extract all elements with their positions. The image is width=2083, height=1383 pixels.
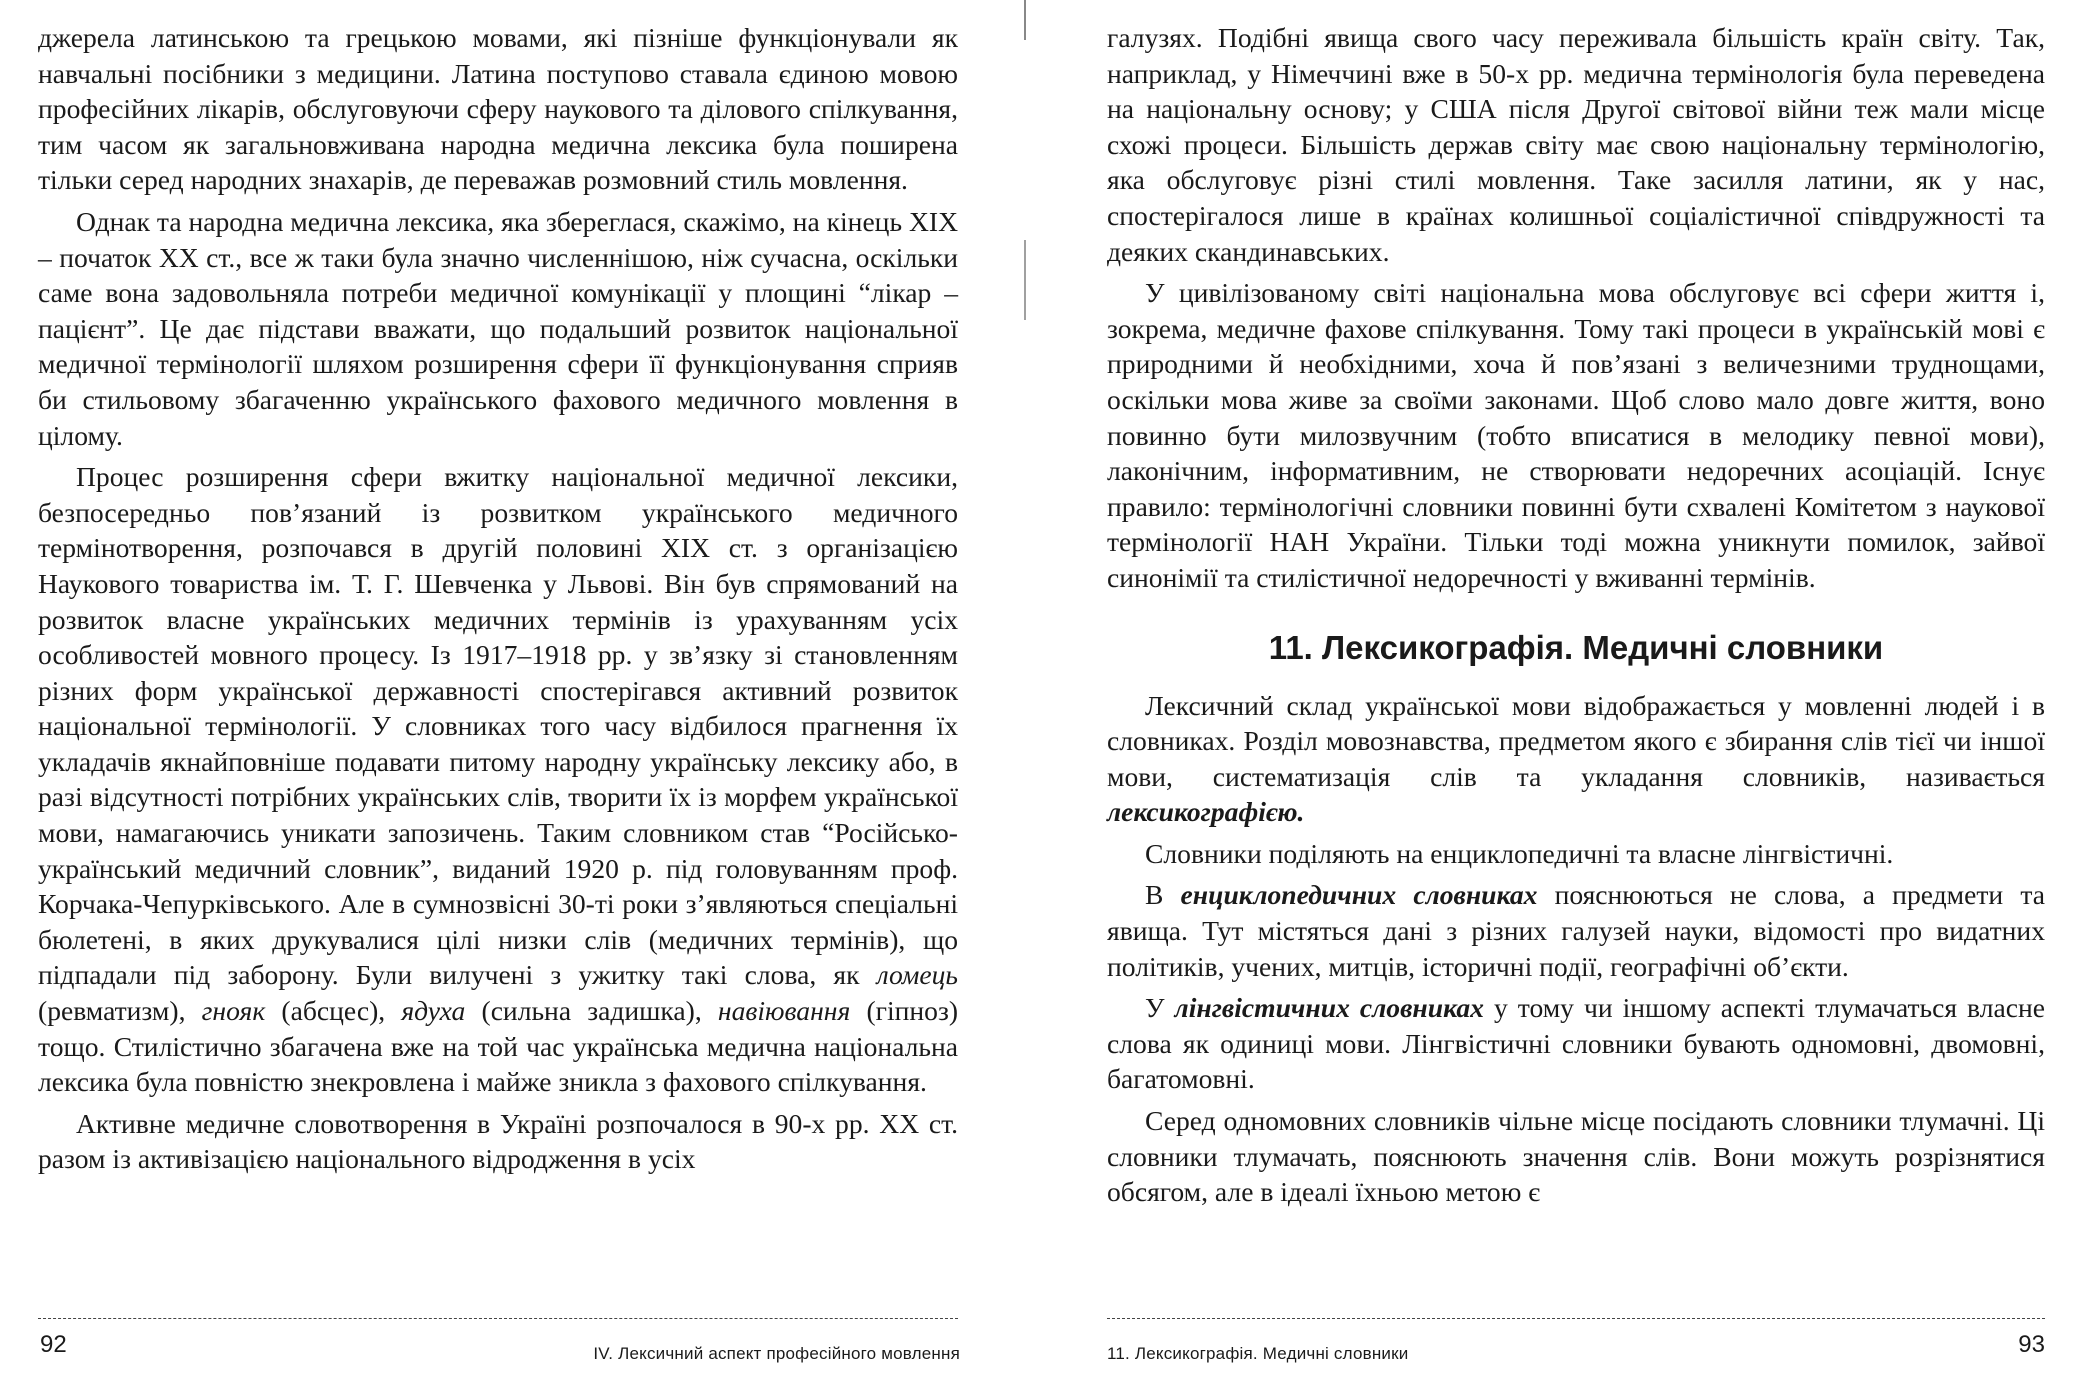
paragraph-text: у тому чи іншому аспекті тлумачаться власне слова як одиниці мови. Лінгвістичні словники бувають одномовні, двомовні, багатомовні. — [1107, 992, 2045, 1095]
paragraph-text: Процес розширення сфери вжитку національної медичної лексики, безпосередньо пов’язаний із розвитком українського медичного термінотворення, розпочався в другій половині XIX ст. з організацією Наукового товариства ім. Т. Г. Шевченка у Львові. Він був спрямований на розвиток власне українських медичних термінів із урахуванням усіх особливостей мовного процесу. Із 1917–1918 рр. у зв’язку зі становленням різних форм української державності спостерігався активний розвиток національної термінології. У словниках того часу відбилося прагнення їх укладачів якнайповніше подавати питому народну українську лексику або, в разі відсутності потрібних українських слів, творити їх із морфем української мови, намагаючись уникати запозичень. Таким словником став “Російсько-український медичний словник”, виданий 1920 р. під головуванням проф. Корчака-Чепурківського. Але в сумнозвісні 30-ті роки з’являються спеціальні бюлетені, в яких друкувалися цілі низки слів (медичних термінів), що підпадали під заборону. Були вилучені з ужитку такі слова, як — [38, 461, 958, 991]
left-page-body — [38, 20, 958, 1183]
paragraph — [1107, 688, 2045, 830]
paragraph: У цивілізованому світі національна мова обслуговує всі сфери життя і, зокрема, медичне фахове спілкування. Тому такі процеси в українській мові є природними й необхідними, хоча й пов’язані з величезними труднощами, оскільки мова живе за своїми законами. Щоб слово мало довге життя, воно повинно бути милозвучним (тобто вписатися в мелодику певної мови), лаконічним, інформативним, не створювати недоречних асоціацій. Існує правило: термінологічні словники повинні бути схвалені Комітетом з наукової термінології НАН України. Тільки тоді можна уникнути помилок, зайвої синонімії та стилістичної недоречності у вживанні термінів. — [1107, 277, 2045, 593]
running-head: IV. Лексичний аспект професійного мовлення — [593, 1344, 960, 1363]
paragraph: джерела латинською та грецькою мовами, які пізніше функціонували як навчальні посібники з медицини. Латина поступово ставала єдиною мовою професійних лікарів, обслуговуючи сферу наукового та ділового спілкування, тим часом як загальновживана народна медична лексика була поширена тільки серед народних знахарів, де переважав розмовний стиль мовлення. — [38, 22, 958, 196]
paragraph: Серед одномовних словників чільне місце посідають словники тлумачні. Ці словники тлумачать, пояснюють значення слів. Вони можуть розрізнятися обсягом, але в ідеалі їхньою метою є — [1107, 1105, 2045, 1208]
italic-term: ядуха — [401, 995, 466, 1027]
right-page — [1025, 0, 2083, 1383]
bold-italic-term: лексикографією. — [1107, 796, 1305, 828]
italic-term: ломець — [876, 959, 958, 991]
left-page — [0, 0, 1025, 1383]
running-head: 11. Лексикографія. Медичні словники — [1107, 1344, 1409, 1363]
italic-term: гнояк — [201, 995, 266, 1027]
italic-term: навіювання — [717, 995, 851, 1027]
paragraph — [38, 459, 958, 1100]
bold-italic-term: енциклопедичних словниках — [1180, 879, 1538, 911]
paragraph: Активне медичне словотворення в Україні розпочалося в 90-х рр. XX ст. разом із активізацією національного відродження в усіх — [38, 1107, 958, 1175]
paragraph: Словники поділяють на енциклопедичні та власне лінгвістичні. — [1145, 837, 1894, 869]
paragraph-text: пояснюються не слова, а предмети та явища. Тут містяться дані з різних галузей науки, відомості про видатних політиків, учених, митців, історичні події, географічні об’єкти. — [1107, 879, 2045, 982]
paragraph-text: В — [1145, 879, 1164, 911]
right-page-body — [1107, 20, 2045, 1216]
paragraph-text: (гіпноз) тощо. Стилістично збагачена вже на той час українська медична національна лексика була повністю знекровлена і майже зникла з фахового спілкування. — [38, 995, 959, 1098]
term-gloss: (ревматизм), — [38, 995, 186, 1027]
term-gloss: (абсцес), — [281, 995, 386, 1027]
paragraph-text: Лексичний склад української мови відображається у мовленні людей і в словниках. Розділ мовознавства, предметом якого є збирання слів тієї чи іншої мови, систематизація слів та укладання словників, називається — [1107, 689, 2045, 792]
paragraph: Однак та народна медична лексика, яка збереглася, скажімо, на кінець XIX – початок XX ст., все ж таки була значно численнішою, ніж сучасна, оскільки саме вона задовольняла потреби медичної комунікації у площині “лікар – пацієнт”. Це дає підстави вважати, що подальший розвиток національної медичної термінології шляхом розширення сфери її функціонування сприяв би стильовому збагаченню українського фахового медичного мовлення в цілому. — [38, 205, 958, 451]
term-gloss: (сильна задишка), — [481, 995, 702, 1027]
footer-rule — [1107, 1318, 2045, 1319]
paragraph-text: У — [1145, 992, 1165, 1024]
bold-italic-term: лінгвістичних словниках — [1174, 992, 1484, 1024]
page-number: 92 — [40, 1331, 67, 1358]
paragraph: галузях. Подібні явища свого часу переживала більшість країн світу. Так, наприклад, у Німеччині вже в 50-х рр. медична термінологія була переведена на національну основу; у США після Другої світової війни теж мали місце схожі процеси. Більшість держав світу має свою національну термінологію, яка обслуговує різні стилі мовлення. Таке засилля латини, як у нас, спостерігалося лише в країнах колишньої соціалістичної співдружності та деяких скандинавських. — [1107, 22, 2045, 267]
section-heading: 11. Лексикографія. Медичні словники — [1268, 628, 1884, 666]
paragraph — [1107, 877, 2045, 984]
footer-rule — [38, 1318, 958, 1319]
paragraph — [1107, 990, 2045, 1097]
page-number: 93 — [2018, 1331, 2045, 1358]
